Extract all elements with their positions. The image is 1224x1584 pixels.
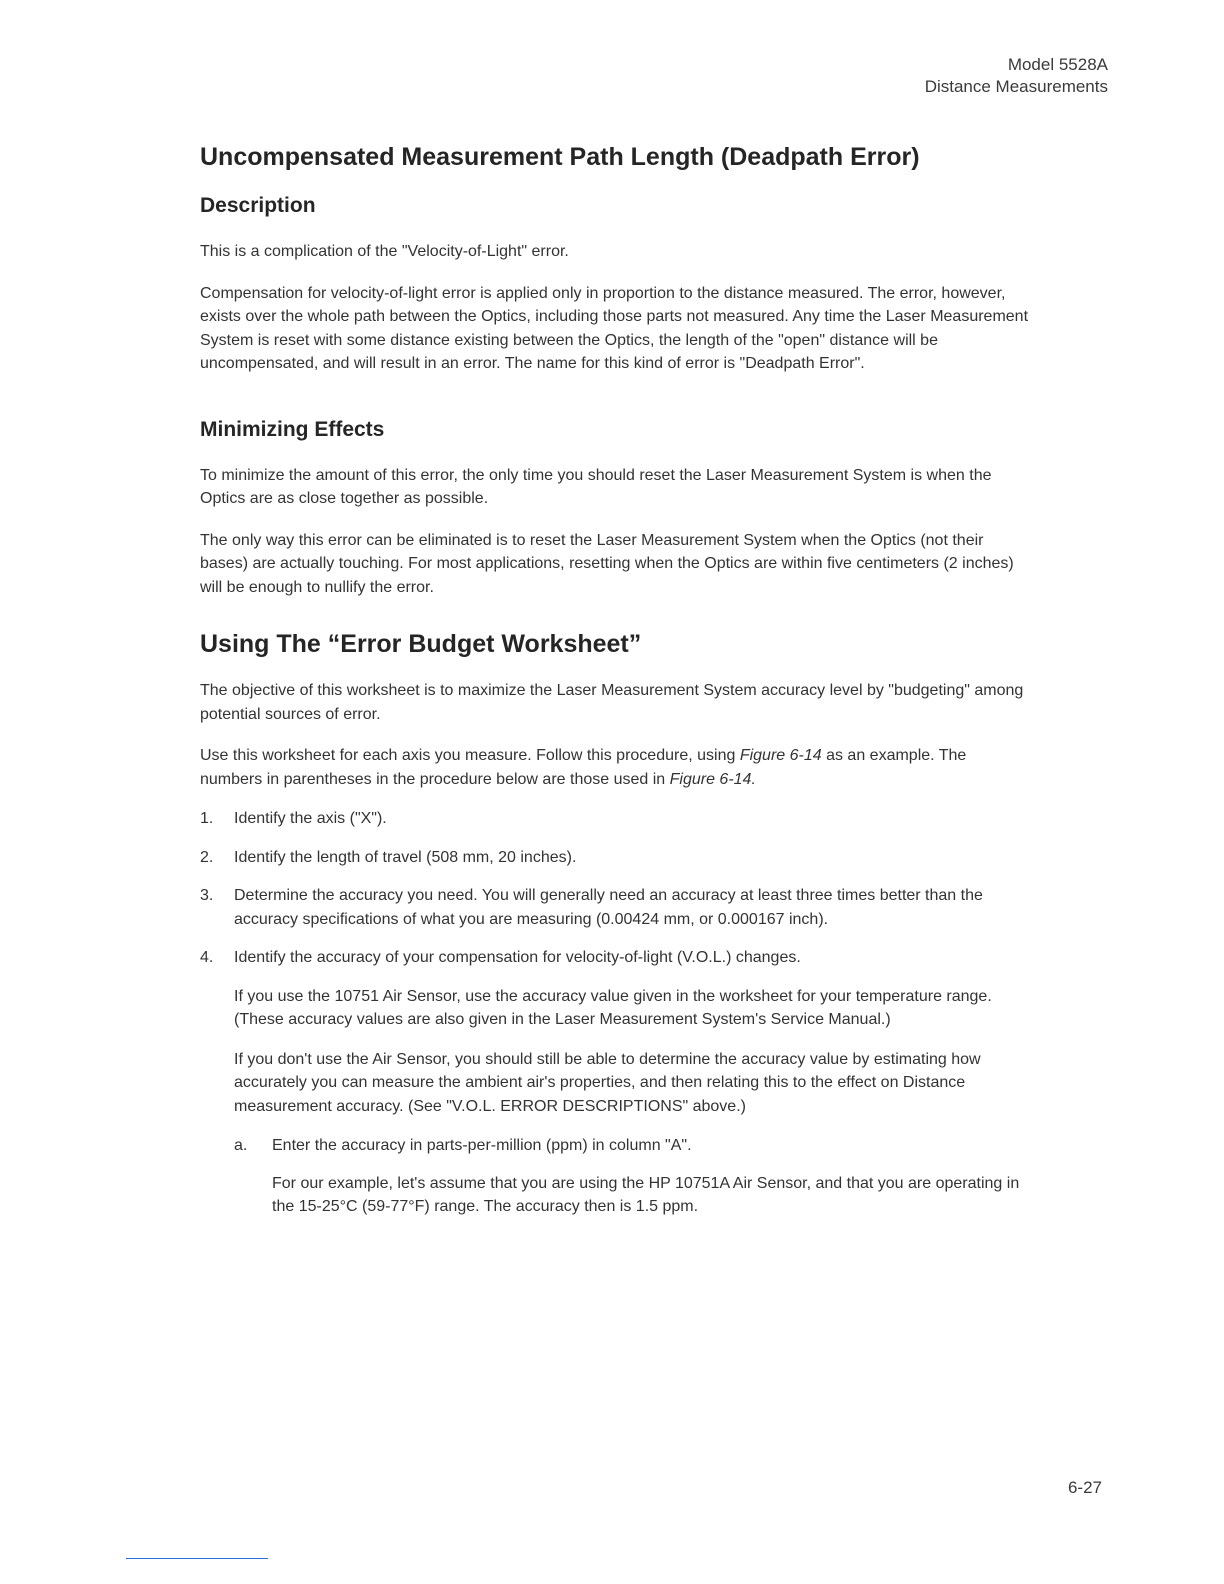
figure-reference: Figure 6-14 <box>739 747 822 764</box>
description-paragraph-1: This is a complication of the "Velocity-of-Light" error. <box>200 243 569 260</box>
step-4-paragraph-1: If you use the 10751 Air Sensor, use the accuracy value given in the worksheet for your temperature range. (These accuracy values are also given in the Laser Measurement System's Service Manual.) <box>234 987 992 1028</box>
sub-step-a <box>234 1134 1030 1158</box>
step-text: Identify the accuracy of your compensation for velocity-of-light (V.O.L.) changes. <box>234 949 801 966</box>
header-model: Model 5528A <box>1007 55 1108 74</box>
step-text: Identify the axis ("X"). <box>234 810 387 827</box>
page-number: 6-27 <box>1067 1478 1102 1497</box>
header-section: Distance Measurements <box>924 77 1108 96</box>
description-paragraph-2: Compensation for velocity-of-light error is applied only in proportion to the distance measured. The error, however, exists over the whole path between the Optics, including those parts not measured. Any time the Laser Measurement System is reset with some distance existing between the Optics, the length of the "open" distance will be uncompensated, and will result in an error. The name for this kind of error is "Deadpath Error". <box>200 284 1029 372</box>
procedure-step <box>200 807 1030 831</box>
minimizing-paragraph-1: To minimize the amount of this error, the only time you should reset the Laser Measurement System is when the Optics are as close together as possible. <box>200 466 992 507</box>
worksheet-p2-text-1: Use this worksheet for each axis you measure. Follow this procedure, using <box>200 747 740 764</box>
minimizing-heading: Minimizing Effects <box>200 417 385 441</box>
footer-divider <box>126 1558 268 1559</box>
procedure-step <box>200 946 1030 970</box>
sub-step-text: Enter the accuracy in parts-per-million (ppm) in column "A". <box>272 1137 692 1154</box>
step-number: 2. <box>200 848 214 866</box>
worksheet-paragraph-1: The objective of this worksheet is to maximize the Laser Measurement System accuracy level by "budgeting" among potential sources of error. <box>200 682 1024 723</box>
minimizing-paragraph-2: The only way this error can be eliminated is to reset the Laser Measurement System when the Optics (not their bases) are actually touching. For most applications, resetting when the Optics are within five centimeters (2 inches) will be enough to nullify the error. <box>200 531 1014 596</box>
step-number: 3. <box>200 887 214 904</box>
step-number: 4. <box>200 949 214 966</box>
step-text: Identify the length of travel (508 mm, 20 inches). <box>234 848 577 866</box>
description-heading: Description <box>200 194 316 217</box>
sub-step-label: a. <box>234 1137 248 1154</box>
step-number: 1. <box>200 810 214 827</box>
procedure-step <box>200 846 1030 870</box>
step-4-paragraph-2: If you don't use the Air Sensor, you should still be able to determine the accuracy value by estimating how accurately you can measure the ambient air's properties, and then relating this to the effect on Distance measurement accuracy. (See "V.O.L. ERROR DESCRIPTIONS" above.) <box>234 1050 981 1115</box>
deadpath-title: Uncompensated Measurement Path Length (Deadpath Error) <box>200 143 920 171</box>
figure-reference: Figure 6-14. <box>669 770 756 788</box>
worksheet-p2-text-2: as an example. The numbers in parentheses in the procedure below are those used in <box>200 747 967 788</box>
worksheet-paragraph-2 <box>200 744 1030 791</box>
running-header <box>925 54 1108 98</box>
step-4-details <box>234 985 1030 1119</box>
worksheet-title: Using The “Error Budget Worksheet” <box>200 630 642 658</box>
main-content <box>200 140 1030 1219</box>
procedure-steps <box>200 807 1030 970</box>
procedure-step <box>200 884 1030 931</box>
sub-step-example: For our example, let's assume that you are using the HP 10751A Air Sensor, and that you are operating in the 15-25°C (59-77°F) range. The accuracy then is 1.5 ppm. <box>272 1174 1020 1215</box>
step-text: Determine the accuracy you need. You will generally need an accuracy at least three times better than the accuracy specifications of what you are measuring (0.00424 mm, or 0.000167 inch). <box>234 887 983 928</box>
